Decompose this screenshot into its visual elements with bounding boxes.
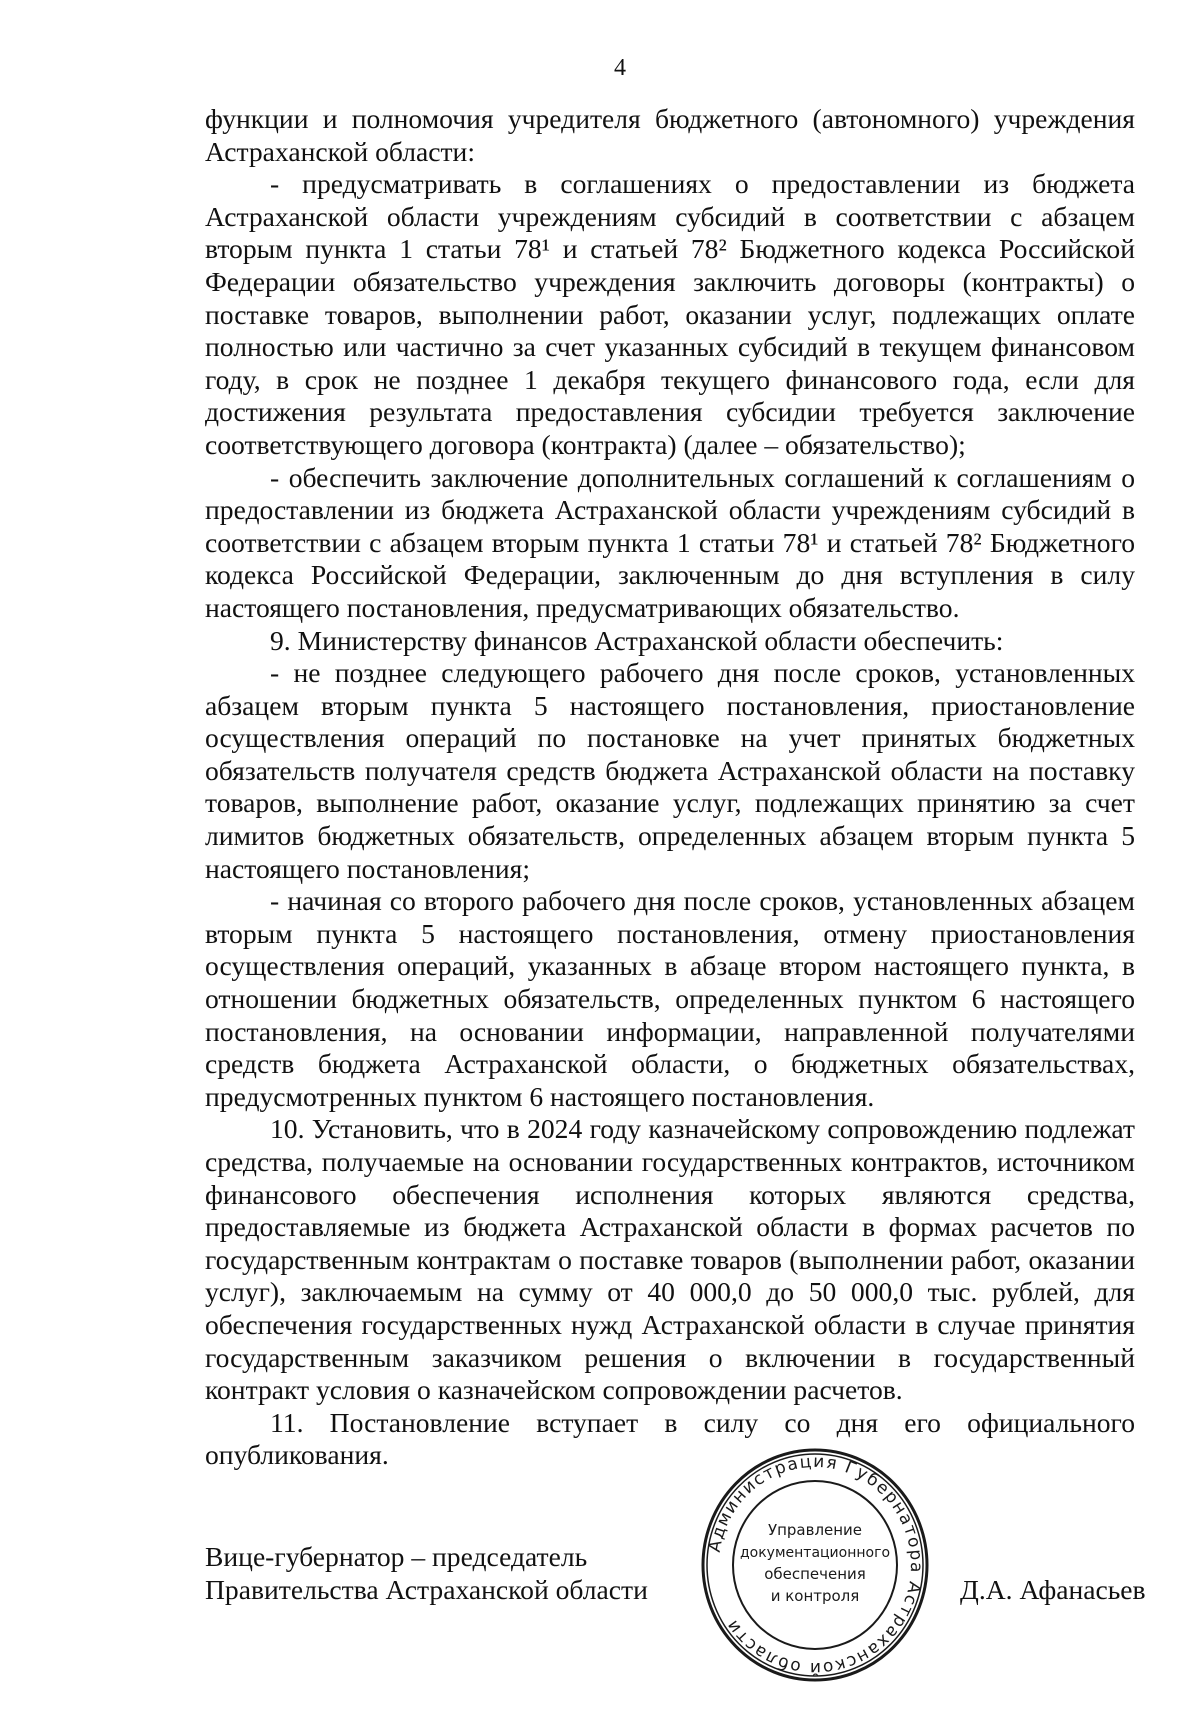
stamp-seal-icon bbox=[700, 1445, 930, 1685]
paragraph: - обеспечить заключение дополнительных соглашений к соглашениям о предоставлении из бюджета Астраханской области учреждениям субсидий в соответствии с абзацем вторым пункта 1 статьи 78¹ и статьей 78² Бюджетного кодекса Российской Федерации, заключенным до дня вступления в силу настоящего постановления, предусматривающих обязательство. bbox=[205, 461, 1135, 623]
signatory-title bbox=[205, 1540, 648, 1606]
paragraph: - предусматривать в соглашениях о предоставлении из бюджета Астраханской области учреждениям субсидий в соответствии с абзацем вторым пункта 1 статьи 78¹ и статьей 78² Бюджетного кодекса Российской Федерации обязательство учреждения заключить договоры (контракты) о поставке товаров, выполнении работ, оказании услуг, подлежащих оплате полностью или частично за счет указанных субсидий в текущем финансовом году, в срок не позднее 1 декабря текущего финансового года, если для достижения результата предоставления субсидии требуется заключение соответствующего договора (контракта) (далее – обязательство); bbox=[205, 168, 1135, 460]
stamp-center-line: обеспечения bbox=[764, 1565, 866, 1583]
paragraph: функции и полномочия учредителя бюджетного (автономного) учреждения Астраханской области: bbox=[205, 103, 1135, 167]
signatory-name: Д.А. Афанасьев bbox=[960, 1574, 1146, 1605]
paragraph: - начиная со второго рабочего дня после сроков, установленных абзацем вторым пункта 5 настоящего постановления, отмену приостановления осуществления операций, указанных в абзаце втором настоящего пункта, в отношении бюджетных обязательств, определенных пунктом 6 настоящего постановления, на основании информации, направленной получателями средств бюджета Астраханской области, о бюджетных обязательствах, предусмотренных пунктом 6 настоящего постановления. bbox=[205, 885, 1135, 1112]
stamp-center-line: документационного bbox=[739, 1545, 891, 1561]
signatory-title-line: Правительства Астраханской области bbox=[205, 1574, 648, 1605]
official-stamp bbox=[700, 1445, 930, 1685]
paragraph: - не позднее следующего рабочего дня после сроков, установленных абзацем вторым пункта 5 настоящего постановления, приостановление осуществления операций по постановке на учет принятых бюджетных обязательств получателя средств бюджета Астраханской области на поставку товаров, выполнение работ, оказание услуг, подлежащих принятию за счет лимитов бюджетных обязательств, определенных абзацем вторым пункта 5 настоящего постановления; bbox=[205, 657, 1135, 884]
paragraph: 10. Установить, что в 2024 году казначейскому сопровождению подлежат средства, получаемые на основании государственных контрактов, источником финансового обеспечения исполнения которых являются средства, предоставляемые из бюджета Астраханской области в формах расчетов по государственным контрактам о поставке товаров (выполнении работ, оказании услуг), заключаемым на сумму от 40 000,0 до 50 000,0 тыс. рублей, для обеспечения государственных нужд Астраханской области в случае принятия государственным заказчиком решения о включении в государственный контракт условия о казначейском сопровождении расчетов. bbox=[205, 1113, 1135, 1406]
signatory-title-line: Вице-губернатор – председатель bbox=[205, 1541, 588, 1572]
stamp-center-line: и контроля bbox=[770, 1587, 860, 1605]
paragraph: 9. Министерству финансов Астраханской области обеспечить: bbox=[270, 624, 1004, 656]
page-number: 4 bbox=[614, 55, 626, 81]
paragraph: 11. Постановление вступает в силу со дня его официального опубликования. bbox=[205, 1406, 1135, 1471]
stamp-ring-text: Администрация Губернатора Астраханской области bbox=[704, 1451, 927, 1679]
document-body bbox=[205, 103, 1135, 1472]
stamp-center-line: Управление bbox=[767, 1521, 863, 1539]
